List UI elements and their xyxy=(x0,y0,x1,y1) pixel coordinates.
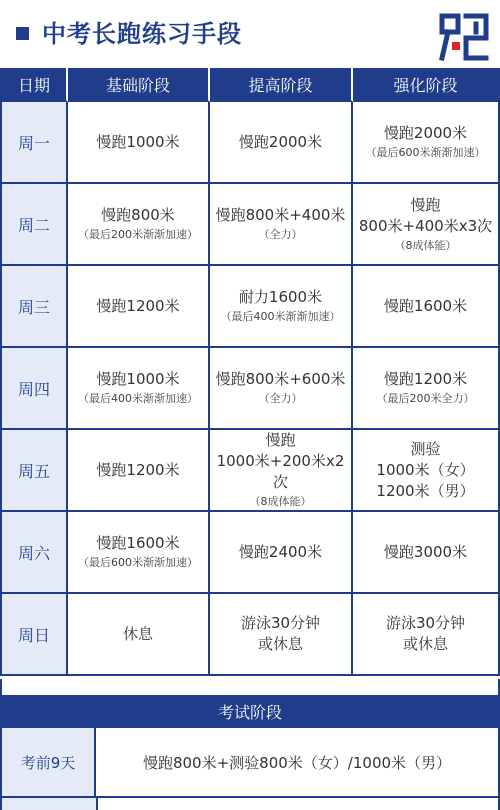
day-cell xyxy=(0,512,68,594)
table-spacer xyxy=(0,679,500,695)
exam-day: 考前9天 xyxy=(0,728,96,798)
title-square-icon xyxy=(16,27,29,40)
cell-text: 耐力1600米 xyxy=(238,288,323,306)
day-cell xyxy=(0,348,68,430)
intensive-cell xyxy=(353,348,500,430)
cell-text: 慢跑800米 xyxy=(101,206,175,224)
table-row xyxy=(0,348,500,430)
day-cell xyxy=(0,594,68,676)
cell-text: 慢跑 xyxy=(265,431,296,449)
cell-text: 慢跑1000米 xyxy=(96,370,180,388)
improve-cell xyxy=(210,594,353,676)
cell-text: 游泳30分钟 xyxy=(385,614,466,632)
table-row xyxy=(0,594,500,676)
day-label: 周三 xyxy=(17,297,50,317)
cell-text: 休息 xyxy=(122,624,153,643)
cell-text: 慢跑1000米 xyxy=(96,132,180,151)
table-header-row xyxy=(0,68,500,102)
cell-text: 测验 xyxy=(410,439,441,458)
basic-cell xyxy=(68,184,210,266)
bottom-strip xyxy=(0,798,500,810)
day-label: 周六 xyxy=(17,543,50,563)
table-row xyxy=(0,512,500,594)
cell-text: 1200米（男） xyxy=(376,481,475,500)
cell-note: （全力） xyxy=(258,392,303,405)
cell-note: （全力） xyxy=(258,228,303,241)
cell-note: （8成体能） xyxy=(394,238,457,252)
exam-stage-title: 考试阶段 xyxy=(0,695,500,728)
day-label: 周一 xyxy=(17,133,50,153)
cell-text: 1000米+200米x2次 xyxy=(216,452,345,491)
cell-text: 慢跑2000米 xyxy=(383,124,468,142)
cell-text: 游泳30分钟 xyxy=(240,614,321,632)
day-cell xyxy=(0,184,68,266)
improve-cell xyxy=(210,348,353,430)
page-title: 中考长跑练习手段 xyxy=(42,20,242,48)
cell-note: （最后600米渐渐加速） xyxy=(78,556,198,569)
table-row xyxy=(0,102,500,184)
day-cell xyxy=(0,430,68,512)
cell-note: （最后200米渐渐加速） xyxy=(78,228,198,241)
cell-text: 1000米（女） xyxy=(376,460,475,479)
improve-cell xyxy=(210,266,353,348)
basic-cell xyxy=(68,430,210,512)
basic-cell xyxy=(68,102,210,184)
table-row xyxy=(0,266,500,348)
cell-text: 慢跑1200米 xyxy=(96,460,180,479)
day-label: 周五 xyxy=(17,461,50,481)
day-cell xyxy=(0,102,68,184)
cell-note: （最后400米渐渐加速） xyxy=(220,310,341,323)
cell-text: 慢跑1200米 xyxy=(383,370,468,388)
basic-cell xyxy=(68,512,210,594)
cell-text: 慢跑1200米 xyxy=(96,296,180,315)
exam-content: 慢跑800米+测验800米（女）/1000米（男） xyxy=(96,728,500,798)
header-date: 日期 xyxy=(0,68,68,102)
cell-note: （最后400米渐渐加速） xyxy=(78,392,198,405)
day-cell xyxy=(0,266,68,348)
cell-text: 或休息 xyxy=(257,635,303,653)
intensive-cell xyxy=(353,512,500,594)
basic-cell xyxy=(68,594,210,676)
table-row xyxy=(0,184,500,266)
cell-text: 慢跑2000米 xyxy=(238,132,323,151)
day-label: 周二 xyxy=(17,215,50,235)
header-improve: 提高阶段 xyxy=(210,68,353,102)
cell-text: 或休息 xyxy=(402,635,448,653)
intensive-cell xyxy=(353,594,500,676)
day-label: 周日 xyxy=(17,625,50,645)
cell-text: 慢跑2400米 xyxy=(238,542,323,561)
intensive-cell xyxy=(353,266,500,348)
improve-cell xyxy=(210,430,353,512)
cell-text: 慢跑1600米 xyxy=(96,534,180,552)
cell-text: 慢跑800米+600米 xyxy=(215,370,346,388)
header-intensive: 强化阶段 xyxy=(353,68,500,102)
basic-cell xyxy=(68,266,210,348)
cell-text: 慢跑1600米 xyxy=(383,296,468,315)
brand-logo-icon xyxy=(436,8,492,64)
exam-row xyxy=(0,728,500,798)
intensive-cell xyxy=(353,184,500,266)
intensive-cell xyxy=(353,430,500,512)
day-label: 周四 xyxy=(17,379,50,399)
header-basic: 基础阶段 xyxy=(68,68,210,102)
cell-note: （8成体能） xyxy=(249,495,312,508)
table-row xyxy=(0,430,500,512)
basic-cell xyxy=(68,348,210,430)
cell-text: 慢跑3000米 xyxy=(383,542,468,561)
cell-note: （最后200米全力） xyxy=(376,392,475,405)
improve-cell xyxy=(210,184,353,266)
intensive-cell xyxy=(353,102,500,184)
improve-cell xyxy=(210,102,353,184)
cell-text: 慢跑 xyxy=(410,195,441,214)
cell-text: 慢跑800米+400米 xyxy=(215,206,346,224)
improve-cell xyxy=(210,512,353,594)
page-header xyxy=(0,0,500,68)
cell-note: （最后600米渐渐加速） xyxy=(365,146,486,159)
cell-text: 800米+400米x3次 xyxy=(358,216,493,235)
